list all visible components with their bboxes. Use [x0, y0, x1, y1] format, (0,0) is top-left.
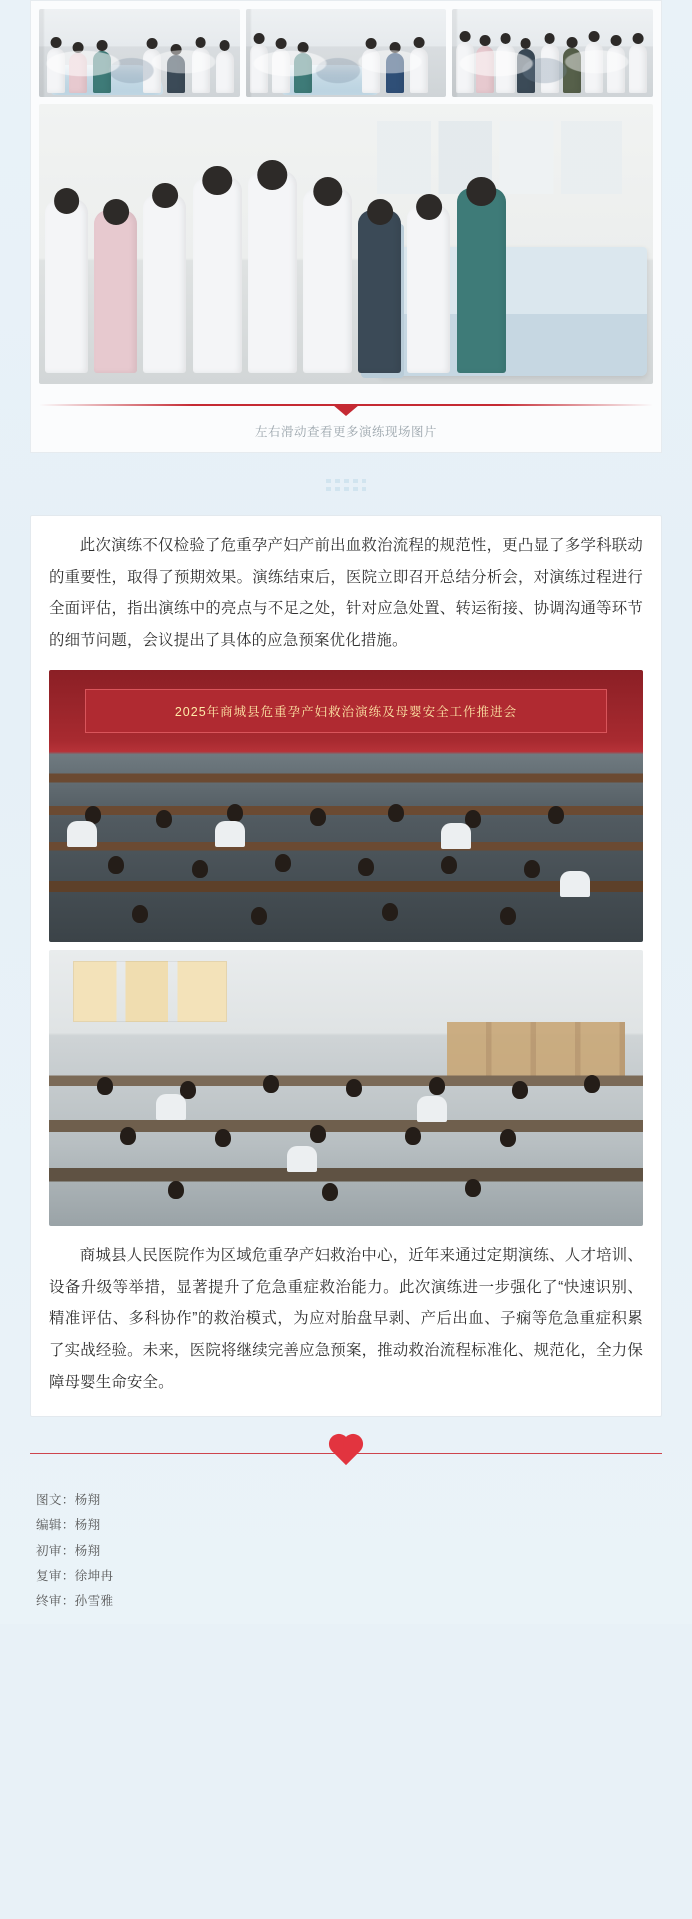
meeting-photo[interactable]	[49, 670, 643, 942]
gallery-thumbnail-3[interactable]	[452, 9, 653, 97]
training-photo-image	[49, 950, 643, 1226]
credit-line-review3: 终审：孙雪雅	[36, 1593, 114, 1608]
meeting-banner-text: 2025年商城县危重孕产妇救治演练及母婴安全工作推进会	[174, 705, 518, 720]
heart-icon	[332, 1437, 360, 1465]
divider-triangle-icon	[333, 405, 359, 416]
gallery-card	[30, 0, 662, 453]
article-paragraph-2: 商城县人民医院作为区域危重孕产妇救治中心，近年来通过定期演练、人才培训、设备升级等举措，显著提升了危急重症救治能力。此次演练进一步强化了“快速识别、精准评估、多科协作”的救治模式，为应对胎盘早剥、产后出血、子痫等危急重症积累了实战经验。未来，医院将继续完善应急预案，推动救治流程标准化、规范化，全力保障母婴生命安全。	[49, 1247, 643, 1391]
credit-line-review1: 初审：杨翔	[36, 1543, 101, 1558]
swipe-hint-text: 左右滑动查看更多演练现场图片	[254, 425, 437, 439]
gallery-hero-image[interactable]	[39, 104, 653, 384]
gallery-thumbnail-2[interactable]	[246, 9, 447, 97]
dots-ornament-icon	[326, 479, 366, 491]
content-card	[30, 515, 662, 1417]
section-separator	[0, 453, 692, 515]
drill-scene-2-image	[246, 9, 447, 97]
audience-heads	[49, 752, 643, 942]
training-photo[interactable]	[49, 950, 643, 1226]
credit-line-review2: 复审：徐坤冉	[36, 1568, 114, 1583]
article-footer	[30, 1437, 662, 1614]
drill-scene-1-image	[39, 9, 240, 97]
credit-line-author: 图文：杨翔	[36, 1493, 101, 1508]
meeting-banner	[85, 689, 608, 733]
article-paragraph-1: 此次演练不仅检验了危重孕产妇产前出血救治流程的规范性，更凸显了多学科联动的重要性，取得了预期效果。演练结束后，医院立即召开总结分析会，对演练过程进行全面评估，指出演练中的亮点与不足之处，针对应急处置、转运衔接、协调沟通等环节的细节问题，会议提出了具体的应急预案优化措施。	[49, 537, 643, 649]
thumbnail-row[interactable]	[39, 9, 653, 97]
gallery-thumbnail-1[interactable]	[39, 9, 240, 97]
credit-line-editor: 编辑：杨翔	[36, 1518, 101, 1533]
drill-scene-3-image	[452, 9, 653, 97]
gallery-divider	[39, 394, 653, 416]
meeting-photo-image	[49, 670, 643, 942]
credits-block	[30, 1488, 662, 1614]
training-audience-heads	[49, 1033, 643, 1226]
drill-review-photo-image	[39, 104, 653, 384]
